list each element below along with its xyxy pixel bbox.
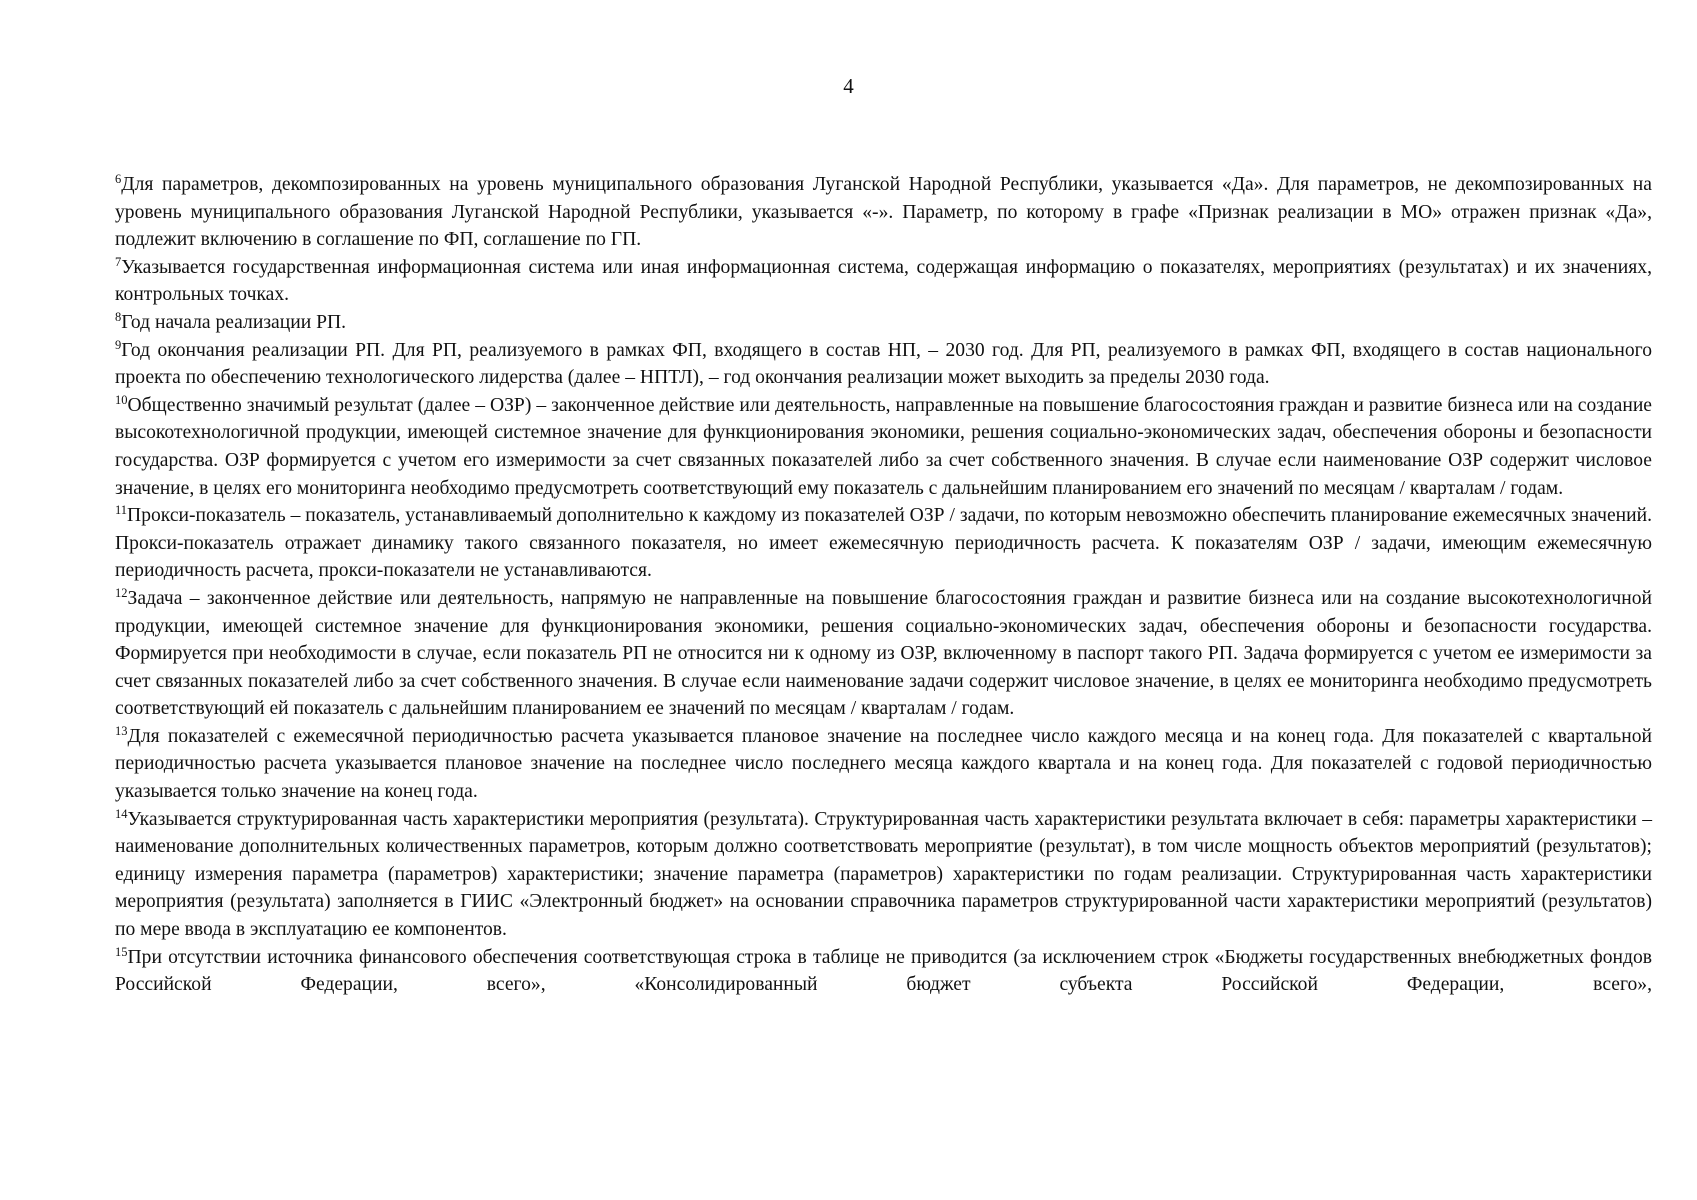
footnote-mark: 11: [115, 503, 128, 518]
footnote-mark: 14: [115, 806, 128, 821]
footnote-mark: 7: [115, 254, 122, 269]
footnote-text: Указывается структурированная часть характеристики мероприятия (результата). Структурированная часть характеристики результата включает в себя: параметры характеристики – наименование дополнительных количественных параметров, которым должно соответствовать мероприятие (результат), в том числе мощность объектов мероприятий (результатов); единицу измерения параметра (параметров) характеристики; значение параметра (параметров) характеристики по годам реализации. Структурированная часть характеристики мероприятия (результата) заполняется в ГИИС «Электронный бюджет» на основании справочника параметров структурированной части характеристики мероприятий (результатов) по мере ввода в эксплуатацию ее компонентов.: [115, 808, 1652, 941]
footnote-mark: 6: [115, 172, 122, 186]
footnote-text: Прокси-показатель – показатель, устанавливаемый дополнительно к каждому из показателей ОЗР / задачи, по которым невозможно обеспечить планирование ежемесячных значений. Прокси-показатель отражает динамику такого связанного показателя, но имеет ежемесячную периодичность расчета. К показателям ОЗР / задачи, имеющим ежемесячную периодичность расчета, прокси-показатели не устанавливаются.: [115, 505, 1652, 582]
footnote-mark: 9: [115, 337, 122, 352]
footnote-9: [115, 337, 1652, 392]
footnote-13: [115, 723, 1652, 806]
footnote-7: [115, 254, 1652, 309]
footnote-text: При отсутствии источника финансового обеспечения соответствующая строка в таблице не приводится (за исключением строк «Бюджеты государственных внебюджетных фондов Российской Федерации, всего», «Консолидированный бюджет субъекта Российской Федерации, всего»,: [115, 946, 1652, 996]
footnotes-section: [115, 171, 1652, 999]
footnote-mark: 8: [115, 309, 122, 324]
footnote-text: Для показателей с ежемесячной периодичностью расчета указывается плановое значение на последнее число каждого месяца и на конец года. Для показателей с квартальной периодичностью расчета указывается плановое значение на последнее число последнего месяца каждого квартала и на конец года. Для показателей с годовой периодичностью указывается только значение на конец года.: [115, 725, 1652, 803]
footnote-10: [115, 392, 1652, 502]
footnote-11: [115, 502, 1652, 585]
footnote-12: [115, 585, 1652, 723]
page-number: 4: [843, 74, 854, 98]
footnote-6: [115, 171, 1652, 254]
footnote-text: Год начала реализации РП.: [121, 311, 347, 333]
footnote-text: Для параметров, декомпозированных на уровень муниципального образования Луганской Народной Республики, указывается «Да». Для параметров, не декомпозированных на уровень муниципального образования Луганской Народной Республики, указывается «-». Параметр, по которому в графе «Признак реализации в МО» отражен признак «Да», подлежит включению в соглашение по ФП, соглашение по ГП.: [115, 174, 1652, 251]
footnote-mark: 12: [115, 585, 128, 600]
footnote-14: [115, 806, 1652, 944]
footnote-text: Задача – законченное действие или деятельность, напрямую не направленные на повышение благосостояния граждан и развитие бизнеса или на создание высокотехнологичной продукции, имеющей системное значение для функционирования экономики, решения социально-экономических задач, обеспечения обороны и безопасности государства. Формируется при необходимости в случае, если показатель РП не относится ни к одному из ОЗР, включенному в паспорт такого РП. Задача формируется с учетом ее измеримости за счет связанных показателей либо за счет собственного значения. В случае если наименование задачи содержит числовое значение, в целях ее мониторинга необходимо предусмотреть соответствующий ей показатель с дальнейшим планированием ее значений по месяцам / кварталам / годам.: [115, 587, 1652, 720]
footnote-mark: 13: [115, 723, 128, 738]
footnote-text: Указывается государственная информационная система или иная информационная система, содержащая информацию о показателях, мероприятиях (результатах) и их значениях, контрольных точках.: [115, 256, 1652, 306]
footnote-8: [115, 309, 1652, 337]
footnote-text: Год окончания реализации РП. Для РП, реализуемого в рамках ФП, входящего в состав НП, – 2030 год. Для РП, реализуемого в рамках ФП, входящего в состав национального проекта по обеспечению технологического лидерства (далее – НПТЛ), – год окончания реализации может выходить за пределы 2030 года.: [115, 339, 1652, 389]
footnote-mark: 10: [115, 392, 128, 407]
footnote-mark: 15: [115, 944, 128, 959]
footnote-text: Общественно значимый результат (далее – ОЗР) – законченное действие или деятельность, направленные на повышение благосостояния граждан и развитие бизнеса или на создание высокотехнологичной продукции, имеющей системное значение для функционирования экономики, решения социально-экономических задач, обеспечения обороны и безопасности государства. ОЗР формируется с учетом его измеримости за счет связанных показателей либо за счет собственного значения. В случае если наименование ОЗР содержит числовое значение, в целях его мониторинга необходимо предусмотреть соответствующий ему показатель с дальнейшим планированием его значений по месяцам / кварталам / годам.: [115, 394, 1652, 499]
footnote-15: [115, 944, 1652, 999]
